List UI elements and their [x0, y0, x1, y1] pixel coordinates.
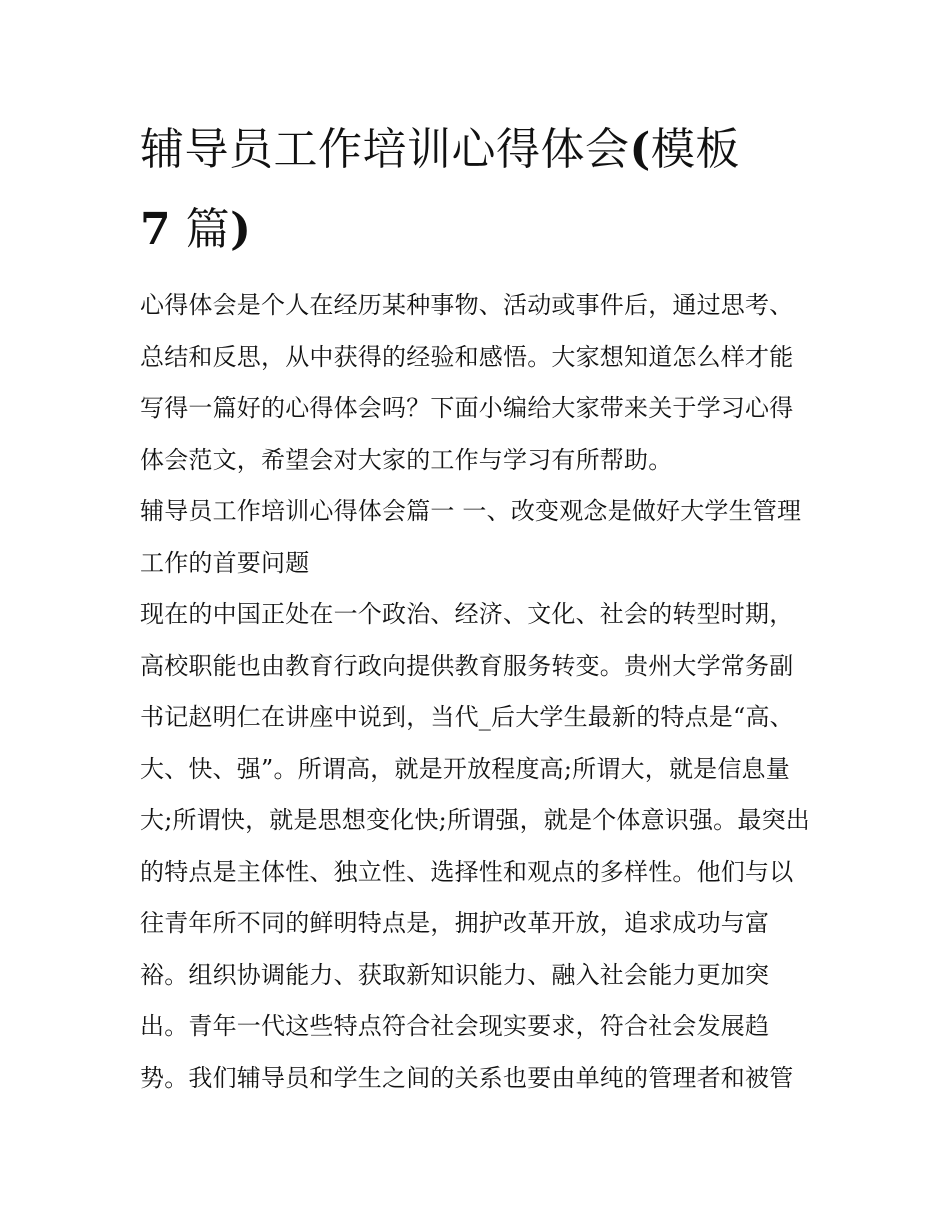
- title-paren-open: (: [629, 124, 651, 175]
- body-paragraph: 现在的中国正处在一个政治、经济、文化、社会的转型时期，高校职能也由教育行政向提供教育服务转变。贵州大学常务副书记赵明仁在讲座中说到，当代_后大学生最新的特点是“高、大、快、强”。所谓高，就是开放程度高;所谓大，就是信息量大;所谓快，就是思想变化快;所谓强，就是个体意识强。最突出的特点是主体性、独立性、选择性和观点的多样性。他们与以往青年所不同的鲜明特点是，拥护改革开放，追求成功与富裕。组织协调能力、获取新知识能力、融入社会能力更加突出。青年一代这些特点符合社会现实要求，符合社会发展趋势。我们辅导员和学生之间的关系也要由单纯的管理者和被管: [140, 600, 810, 1092]
- intro-paragraph: 心得体会是个人在经历某种事物、活动或事件后，通过思考、总结和反思，从中获得的经验和感悟。大家想知道怎么样才能写得一篇好的心得体会吗？下面小编给大家带来关于学习心得体会范文，希望会对大家的工作与学习有所帮助。: [140, 291, 794, 474]
- document-content: [140, 110, 812, 1104]
- title-main: 辅导员工作培训心得体会: [140, 124, 630, 175]
- document-title: [140, 110, 812, 270]
- title-paren-close: ): [230, 204, 252, 255]
- title-number: 7: [140, 204, 172, 255]
- title-model: 模板: [650, 124, 740, 175]
- section-heading-paragraph: 辅导员工作培训心得体会篇一 一、改变观念是做好大学生管理工作的首要问题: [140, 497, 802, 577]
- title-unit: 篇: [185, 204, 231, 255]
